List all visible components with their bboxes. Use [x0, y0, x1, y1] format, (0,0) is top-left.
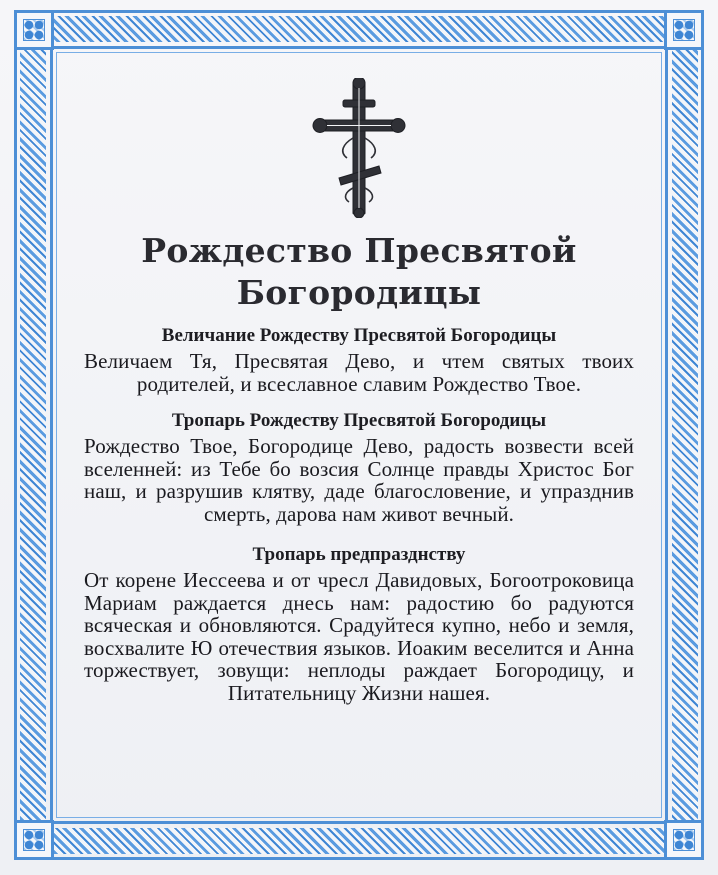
corner-ornament-bottom-right: [664, 820, 704, 860]
section-text-predprazdnstvo: От корене Иессеева и от чресл Давидовых, Богоотроковица Мариам раждается днесь нам: радостию бо радуются всяческая и обновляются. Срадуйтеся купно, небо и земля, восхвалите Ю отечествия языков. Иоаким веселится и Анна торжествует, зовущи: неплоды раждает Богородицу, и Питательницу Жизни нашея.: [84, 568, 634, 705]
orthodox-cross-icon: [309, 78, 409, 218]
corner-ornament-bottom-left: [14, 820, 54, 860]
page-title: Рождество Пресвятой Богородицы: [141, 231, 577, 312]
section-heading-predprazdnstvo: Тропарь предпразднству: [252, 544, 466, 565]
section-heading-tropar: Тропарь Рождеству Пресвятой Богородицы: [171, 410, 547, 431]
cross-container: [84, 78, 634, 218]
section-heading-velichanie: Величание Рождеству Пресвятой Богородицы: [161, 325, 557, 346]
corner-ornament-top-right: [664, 10, 704, 50]
section-text-velichanie: Величаем Тя, Пресвятая Дево, и чтем святых твоих родителей, и всеславное славим Рождество Твое.: [84, 349, 634, 396]
prayer-content: [84, 78, 634, 704]
corner-ornament-top-left: [14, 10, 54, 50]
section-text-tropar: Рождество Твое, Богородице Дево, радость возвести всей вселенней: из Тебе бо возсия Солнце правды Христос Бог наш, и разрушив клятву, даде благословение, и упразднив смерть, дарова нам живот вечный.: [84, 434, 634, 526]
